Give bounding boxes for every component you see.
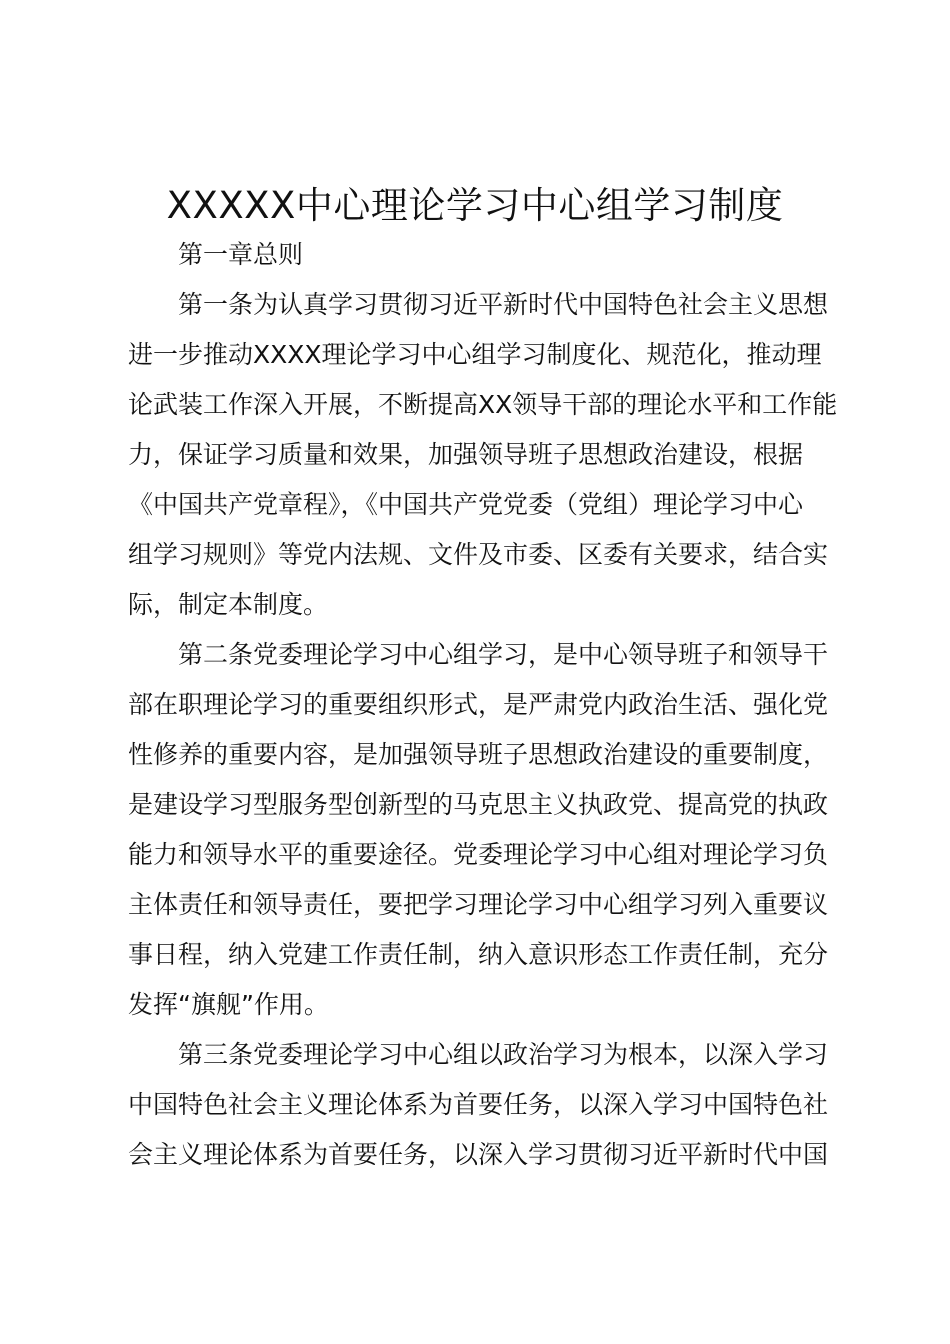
paragraph-line: 主体责任和领导责任，要把学习理论学习中心组学习列入重要议 <box>128 890 829 919</box>
paragraph-line: 能力和领导水平的重要途径。党委理论学习中心组对理论学习负 <box>128 840 829 869</box>
paragraph-line: 第一条为认真学习贯彻习近平新时代中国特色社会主义思想 <box>178 290 829 319</box>
paragraph-line: 进一步推动XXXX理论学习中心组学习制度化、规范化，推动理 <box>128 340 822 369</box>
paragraph-line: 会主义理论体系为首要任务，以深入学习贯彻习近平新时代中国 <box>128 1140 829 1169</box>
document-title: XXXXX中心理论学习中心组学习制度 <box>166 184 784 227</box>
paragraph-line: 第三条党委理论学习中心组以政治学习为根本，以深入学习 <box>178 1040 829 1069</box>
paragraph-line: 中国特色社会主义理论体系为首要任务，以深入学习中国特色社 <box>128 1090 829 1119</box>
paragraph-line: 发挥“旗舰”作用。 <box>128 990 329 1019</box>
chapter-heading: 第一章总则 <box>178 240 304 269</box>
paragraph-line: 论武装工作深入开展，不断提高XX领导干部的理论水平和工作能 <box>128 390 838 419</box>
paragraph-line: 力，保证学习质量和效果，加强领导班子思想政治建设，根据 <box>128 440 804 469</box>
paragraph-line: 第二条党委理论学习中心组学习，是中心领导班子和领导干 <box>178 640 829 669</box>
paragraph-line: 组学习规则》等党内法规、文件及市委、区委有关要求，结合实 <box>128 540 829 569</box>
paragraph-line: 性修养的重要内容，是加强领导班子思想政治建设的重要制度， <box>128 740 829 769</box>
paragraph-line: 部在职理论学习的重要组织形式，是严肃党内政治生活、强化党 <box>128 690 829 719</box>
paragraph-line: 《中国共产党章程》，《中国共产党党委（党组）理论学习中心 <box>128 490 804 519</box>
paragraph-line: 是建设学习型服务型创新型的马克思主义执政党、提高党的执政 <box>128 790 829 819</box>
paragraph-line: 际，制定本制度。 <box>128 590 329 619</box>
paragraph-line: 事日程，纳入党建工作责任制，纳入意识形态工作责任制，充分 <box>128 940 829 969</box>
